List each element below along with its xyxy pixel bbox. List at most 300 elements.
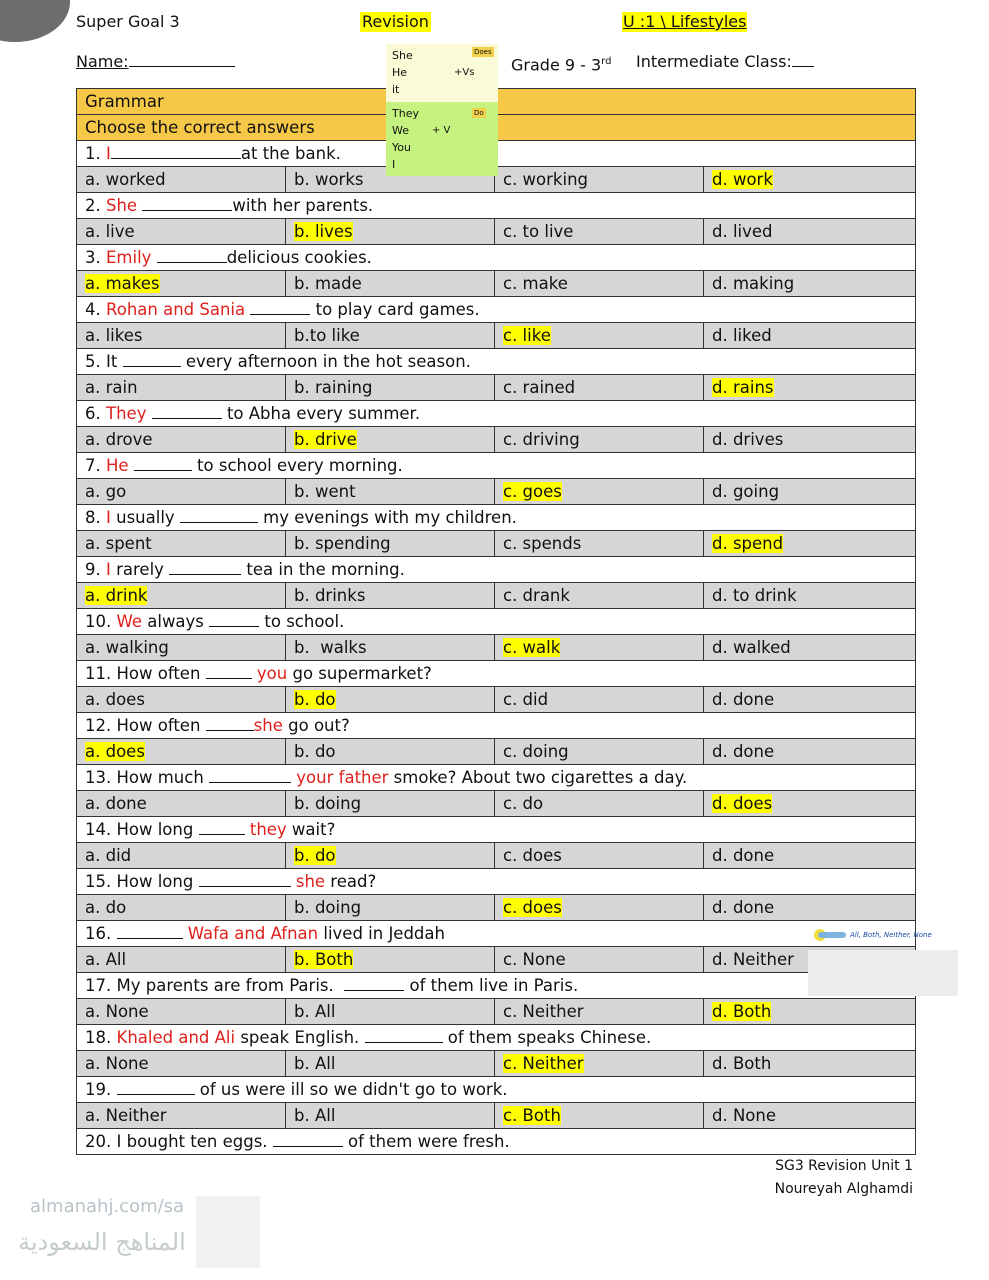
instruction-text: Choose the correct answers [85, 118, 315, 137]
question-fragment: 8. [85, 508, 106, 527]
pronoun-it: it [392, 83, 400, 96]
option-a[interactable] [77, 635, 286, 660]
subject-text: Wafa and Afnan [187, 924, 319, 943]
option-text: c. driving [503, 430, 580, 449]
answer-blank[interactable] [134, 455, 192, 471]
question-fragment: always [142, 612, 210, 631]
option-c[interactable] [495, 531, 704, 556]
question-text [77, 557, 915, 582]
thumbnail-bar [818, 932, 846, 938]
option-d[interactable] [704, 895, 915, 920]
grammar-heading: Grammar [85, 92, 164, 111]
answer-blank[interactable] [111, 143, 241, 159]
option-text: d. to drink [712, 586, 797, 605]
question-row [77, 349, 915, 375]
question-row [77, 297, 915, 323]
answer-blank[interactable] [152, 403, 222, 419]
question-fragment: usually [110, 508, 180, 527]
option-a[interactable] [77, 895, 286, 920]
answer-blank[interactable] [250, 299, 310, 315]
footer-unit: SG3 Revision Unit 1 [775, 1158, 913, 1174]
option-text: c. None [503, 950, 566, 969]
question-fragment: of us were ill so we didn't go to work. [194, 1080, 508, 1099]
question-fragment: tea in the morning. [241, 560, 405, 579]
option-d[interactable] [704, 271, 915, 296]
highlighted-answer: d. rains [712, 378, 774, 397]
option-c[interactable] [495, 947, 704, 972]
option-c[interactable] [495, 1103, 704, 1128]
options-row [77, 427, 915, 453]
highlighted-answer: a. drink [85, 586, 148, 605]
question-fragment: 9. [85, 560, 106, 579]
options-row [77, 1051, 915, 1077]
option-text: d. done [712, 690, 775, 709]
options-row [77, 1103, 915, 1129]
option-a[interactable] [77, 375, 286, 400]
options-row [77, 895, 915, 921]
highlighted-answer: a. does [85, 742, 145, 761]
option-a[interactable] [77, 947, 286, 972]
option-a[interactable] [77, 1051, 286, 1076]
answer-blank[interactable] [169, 559, 241, 575]
question-fragment: to school every morning. [191, 456, 403, 475]
option-text: b. All [294, 1054, 336, 1073]
question-fragment: 20. I bought ten eggs. [85, 1132, 273, 1151]
highlighted-answer: d. does [712, 794, 773, 813]
option-text: b. doing [294, 898, 362, 917]
question-fragment: lived in Jeddah [318, 924, 445, 943]
plural-rule: + V [432, 125, 451, 136]
option-text: a. None [85, 1054, 149, 1073]
option-text: a. All [85, 950, 127, 969]
options-row [77, 791, 915, 817]
question-text [77, 765, 915, 790]
highlighted-answer: b. lives [294, 222, 353, 241]
option-text: a. likes [85, 326, 143, 345]
option-text: a. go [85, 482, 127, 501]
option-c[interactable] [495, 479, 704, 504]
question-text [77, 921, 915, 946]
watermark-logo-box [196, 1196, 260, 1268]
option-text: a. rain [85, 378, 138, 397]
subject-text: They [106, 404, 147, 423]
option-b[interactable] [286, 479, 495, 504]
highlighted-answer: b. Both [294, 950, 354, 969]
option-c[interactable] [495, 635, 704, 660]
answer-blank[interactable] [180, 507, 258, 523]
question-fragment: my evenings with my children. [257, 508, 517, 527]
option-d[interactable] [704, 1103, 915, 1128]
answer-blank[interactable] [206, 663, 252, 679]
option-a[interactable] [77, 687, 286, 712]
highlighted-answer: a. makes [85, 274, 160, 293]
question-row [77, 453, 915, 479]
highlighted-answer: c. Neither [503, 1054, 584, 1073]
question-row [77, 505, 915, 531]
question-fragment: go out? [282, 716, 350, 735]
option-d[interactable] [704, 583, 915, 608]
option-b[interactable] [286, 323, 495, 348]
option-b[interactable] [286, 947, 495, 972]
watermark-arabic: المناهج السعودية [18, 1228, 186, 1256]
class-label: Intermediate Class: [636, 52, 792, 71]
subject-text: your father [296, 768, 389, 787]
footer-author: Noureyah Alghamdi [774, 1181, 913, 1197]
option-text: a. walking [85, 638, 169, 657]
option-b[interactable] [286, 583, 495, 608]
option-c[interactable] [495, 895, 704, 920]
option-c[interactable] [495, 375, 704, 400]
question-fragment: of them speaks Chinese. [442, 1028, 652, 1047]
option-d[interactable] [704, 791, 915, 816]
question-fragment: 13. How much [85, 768, 210, 787]
subject-text: I [106, 560, 111, 579]
answer-blank[interactable] [199, 819, 245, 835]
name-field[interactable] [76, 52, 235, 72]
option-d[interactable] [704, 687, 915, 712]
option-a[interactable] [77, 739, 286, 764]
option-text: a. None [85, 1002, 149, 1021]
question-fragment: to Abha every summer. [221, 404, 421, 423]
option-b[interactable] [286, 687, 495, 712]
answer-blank[interactable] [117, 923, 183, 939]
subject-text: Rohan and Sania [106, 300, 246, 319]
option-text: b. went [294, 482, 356, 501]
option-a[interactable] [77, 479, 286, 504]
question-fragment: 17. My parents are from Paris. [85, 976, 345, 995]
option-a[interactable] [77, 1103, 286, 1128]
option-text: d. walked [712, 638, 791, 657]
name-label: Name: [76, 52, 129, 71]
option-a[interactable] [77, 323, 286, 348]
option-b[interactable] [286, 271, 495, 296]
answer-blank[interactable] [273, 1131, 343, 1147]
option-text: c. to live [503, 222, 574, 241]
question-fragment: 15. How long [85, 872, 199, 891]
option-a[interactable] [77, 791, 286, 816]
option-c[interactable] [495, 427, 704, 452]
options-row [77, 219, 915, 245]
question-row [77, 973, 915, 999]
option-text: b. works [294, 170, 364, 189]
option-text: b. spending [294, 534, 391, 553]
option-c[interactable] [495, 323, 704, 348]
option-text: d. going [712, 482, 780, 501]
question-fragment: go supermarket? [287, 664, 432, 683]
subject-text: she [295, 872, 326, 891]
options-row [77, 479, 915, 505]
highlighted-answer: b. do [294, 846, 336, 865]
option-text: b.to like [294, 326, 360, 345]
grammar-worksheet [76, 88, 916, 1155]
question-fragment: to play card games. [310, 300, 480, 319]
option-d[interactable] [704, 531, 915, 556]
options-row [77, 323, 915, 349]
option-text: c. doing [503, 742, 569, 761]
question-fragment: 10. [85, 612, 117, 631]
answer-blank[interactable] [365, 1027, 443, 1043]
singular-rule: +Vs [454, 67, 475, 78]
subject-text: I [106, 144, 111, 163]
option-text: b. All [294, 1002, 336, 1021]
option-a[interactable] [77, 427, 286, 452]
question-text [77, 453, 915, 478]
question-text [77, 973, 915, 998]
question-row [77, 765, 915, 791]
option-d[interactable] [704, 739, 915, 764]
option-text: d. liked [712, 326, 772, 345]
option-d[interactable] [704, 323, 915, 348]
subject-text: you [256, 664, 288, 683]
option-a[interactable] [77, 583, 286, 608]
question-row [77, 1025, 915, 1051]
question-fragment: with her parents. [232, 196, 374, 215]
subject-text: She [106, 196, 138, 215]
subject-text: Khaled and Ali [116, 1028, 236, 1047]
option-c[interactable] [495, 583, 704, 608]
question-fragment: 6. [85, 404, 106, 423]
subject-text: He [106, 456, 129, 475]
question-fragment: wait? [286, 820, 336, 839]
option-text: d. done [712, 898, 775, 917]
question-fragment: of them live in Paris. [404, 976, 579, 995]
option-text: a. did [85, 846, 132, 865]
options-row [77, 999, 915, 1025]
option-b[interactable] [286, 739, 495, 764]
option-text: a. live [85, 222, 135, 241]
highlighted-answer: d. Both [712, 1002, 772, 1021]
option-a[interactable] [77, 999, 286, 1024]
question-text [77, 1129, 915, 1154]
option-text: c. rained [503, 378, 576, 397]
subject-text: they [249, 820, 287, 839]
options-row [77, 739, 915, 765]
option-b[interactable] [286, 219, 495, 244]
answer-blank[interactable] [157, 247, 227, 263]
question-row [77, 609, 915, 635]
question-text [77, 869, 915, 894]
answer-blank[interactable] [123, 351, 181, 367]
option-c[interactable] [495, 687, 704, 712]
option-text: a. does [85, 690, 145, 709]
option-c[interactable] [495, 271, 704, 296]
subject-text: I [106, 508, 111, 527]
question-text [77, 661, 915, 686]
question-fragment: 19. [85, 1080, 117, 1099]
option-text: d. done [712, 846, 775, 865]
option-text: d. None [712, 1106, 777, 1125]
option-text: c. Neither [503, 1002, 584, 1021]
question-fragment: to school. [259, 612, 345, 631]
option-b[interactable] [286, 999, 495, 1024]
option-text: a. do [85, 898, 127, 917]
options-row [77, 687, 915, 713]
question-text [77, 349, 915, 374]
option-c[interactable] [495, 1051, 704, 1076]
question-row [77, 1129, 915, 1155]
option-c[interactable] [495, 999, 704, 1024]
question-fragment: 7. [85, 456, 106, 475]
question-row [77, 245, 915, 271]
option-c[interactable] [495, 843, 704, 868]
question-text [77, 1077, 915, 1102]
subject-text: We [116, 612, 142, 631]
option-b[interactable] [286, 531, 495, 556]
options-row [77, 531, 915, 557]
question-text [77, 245, 915, 270]
option-text: c. make [503, 274, 568, 293]
option-d[interactable] [704, 999, 915, 1024]
answer-blank[interactable] [117, 1079, 195, 1095]
highlighted-answer: d. work [712, 170, 773, 189]
option-b[interactable] [286, 843, 495, 868]
option-d[interactable] [704, 167, 915, 192]
question-text [77, 193, 915, 218]
question-row [77, 713, 915, 739]
pronoun-they: They [392, 107, 419, 120]
question-row [77, 193, 915, 219]
options-row [77, 635, 915, 661]
corner-shadow [0, 0, 70, 42]
question-fragment: 1. [85, 144, 106, 163]
option-d[interactable] [704, 635, 915, 660]
options-row [77, 843, 915, 869]
answer-blank[interactable] [206, 715, 254, 731]
highlighted-answer: c. does [503, 898, 562, 917]
book-title: Super Goal 3 [76, 12, 180, 31]
subject-text: she [253, 716, 283, 735]
option-d[interactable] [704, 1051, 915, 1076]
answer-blank[interactable] [209, 767, 291, 783]
option-text: d. making [712, 274, 795, 293]
question-row [77, 869, 915, 895]
option-d[interactable] [704, 427, 915, 452]
option-text: b. All [294, 1106, 336, 1125]
option-c[interactable] [495, 791, 704, 816]
pronoun-we: We [392, 124, 409, 137]
option-text: c. did [503, 690, 549, 709]
question-row [77, 557, 915, 583]
option-a[interactable] [77, 843, 286, 868]
lesson-thumbnail [808, 924, 964, 1002]
option-text: b. do [294, 742, 336, 761]
question-text [77, 713, 915, 738]
option-a[interactable] [77, 167, 286, 192]
answer-blank[interactable] [209, 611, 259, 627]
highlighted-answer: c. walk [503, 638, 561, 657]
option-b[interactable] [286, 791, 495, 816]
option-b[interactable] [286, 1103, 495, 1128]
option-b[interactable] [286, 375, 495, 400]
question-fragment: 5. It [85, 352, 123, 371]
option-text: d. lived [712, 222, 773, 241]
option-c[interactable] [495, 739, 704, 764]
option-text: b. drinks [294, 586, 366, 605]
option-text: d. done [712, 742, 775, 761]
option-a[interactable] [77, 219, 286, 244]
highlighted-answer: d. spend [712, 534, 784, 553]
option-d[interactable] [704, 219, 915, 244]
section-title: Revision [362, 12, 429, 31]
option-a[interactable] [77, 271, 286, 296]
pronoun-you: You [392, 141, 411, 154]
question-row [77, 661, 915, 687]
option-d[interactable] [704, 479, 915, 504]
name-line [129, 52, 235, 67]
question-text [77, 1025, 915, 1050]
thumbnail-title: All, Both, Neither, None [850, 931, 932, 939]
option-b[interactable] [286, 427, 495, 452]
question-fragment: 11. How often [85, 664, 206, 683]
highlighted-answer: c. Both [503, 1106, 561, 1125]
class-field[interactable] [636, 52, 814, 72]
option-d[interactable] [704, 375, 915, 400]
question-row [77, 401, 915, 427]
question-fragment: 14. How long [85, 820, 199, 839]
option-text: b. walks [294, 638, 367, 657]
option-text: d. Neither [712, 950, 794, 969]
option-c[interactable] [495, 167, 704, 192]
pronoun-she: She [392, 49, 413, 62]
unit-title: U :1 \ Lifestyles [623, 12, 747, 31]
watermark-url: almanahj.com/sa [30, 1196, 185, 1217]
option-text: c. drank [503, 586, 570, 605]
options-row [77, 947, 915, 973]
option-text: c. do [503, 794, 544, 813]
answer-blank[interactable] [142, 195, 232, 211]
question-fragment: 3. [85, 248, 106, 267]
subject-verb-sticky-note [386, 44, 498, 176]
question-fragment: delicious cookies. [226, 248, 372, 267]
option-b[interactable] [286, 635, 495, 660]
question-fragment: read? [325, 872, 377, 891]
option-text: c. working [503, 170, 589, 189]
option-text: b. doing [294, 794, 362, 813]
class-line [792, 52, 814, 67]
highlighted-answer: b. do [294, 690, 336, 709]
option-text: d. Both [712, 1054, 772, 1073]
options-row [77, 583, 915, 609]
question-fragment: rarely [110, 560, 170, 579]
question-fragment: 12. How often [85, 716, 206, 735]
option-text: c. spends [503, 534, 582, 553]
option-d[interactable] [704, 843, 915, 868]
question-fragment: speak English. [235, 1028, 365, 1047]
answer-blank[interactable] [199, 871, 291, 887]
answer-blank[interactable] [344, 975, 404, 991]
options-row [77, 271, 915, 297]
pronoun-i: I [392, 158, 396, 171]
option-a[interactable] [77, 531, 286, 556]
option-text: b. raining [294, 378, 373, 397]
option-text: d. drives [712, 430, 784, 449]
option-text: a. done [85, 794, 147, 813]
option-text: a. Neither [85, 1106, 167, 1125]
question-fragment: smoke? About two cigarettes a day. [388, 768, 688, 787]
question-row [77, 817, 915, 843]
question-text [77, 505, 915, 530]
do-badge: Do [474, 109, 484, 117]
option-text: b. made [294, 274, 362, 293]
option-c[interactable] [495, 219, 704, 244]
pronoun-he: He [392, 66, 408, 79]
question-text [77, 817, 915, 842]
question-text [77, 401, 915, 426]
option-b[interactable] [286, 895, 495, 920]
option-b[interactable] [286, 1051, 495, 1076]
question-fragment: 16. [85, 924, 117, 943]
question-fragment: of them were fresh. [342, 1132, 510, 1151]
